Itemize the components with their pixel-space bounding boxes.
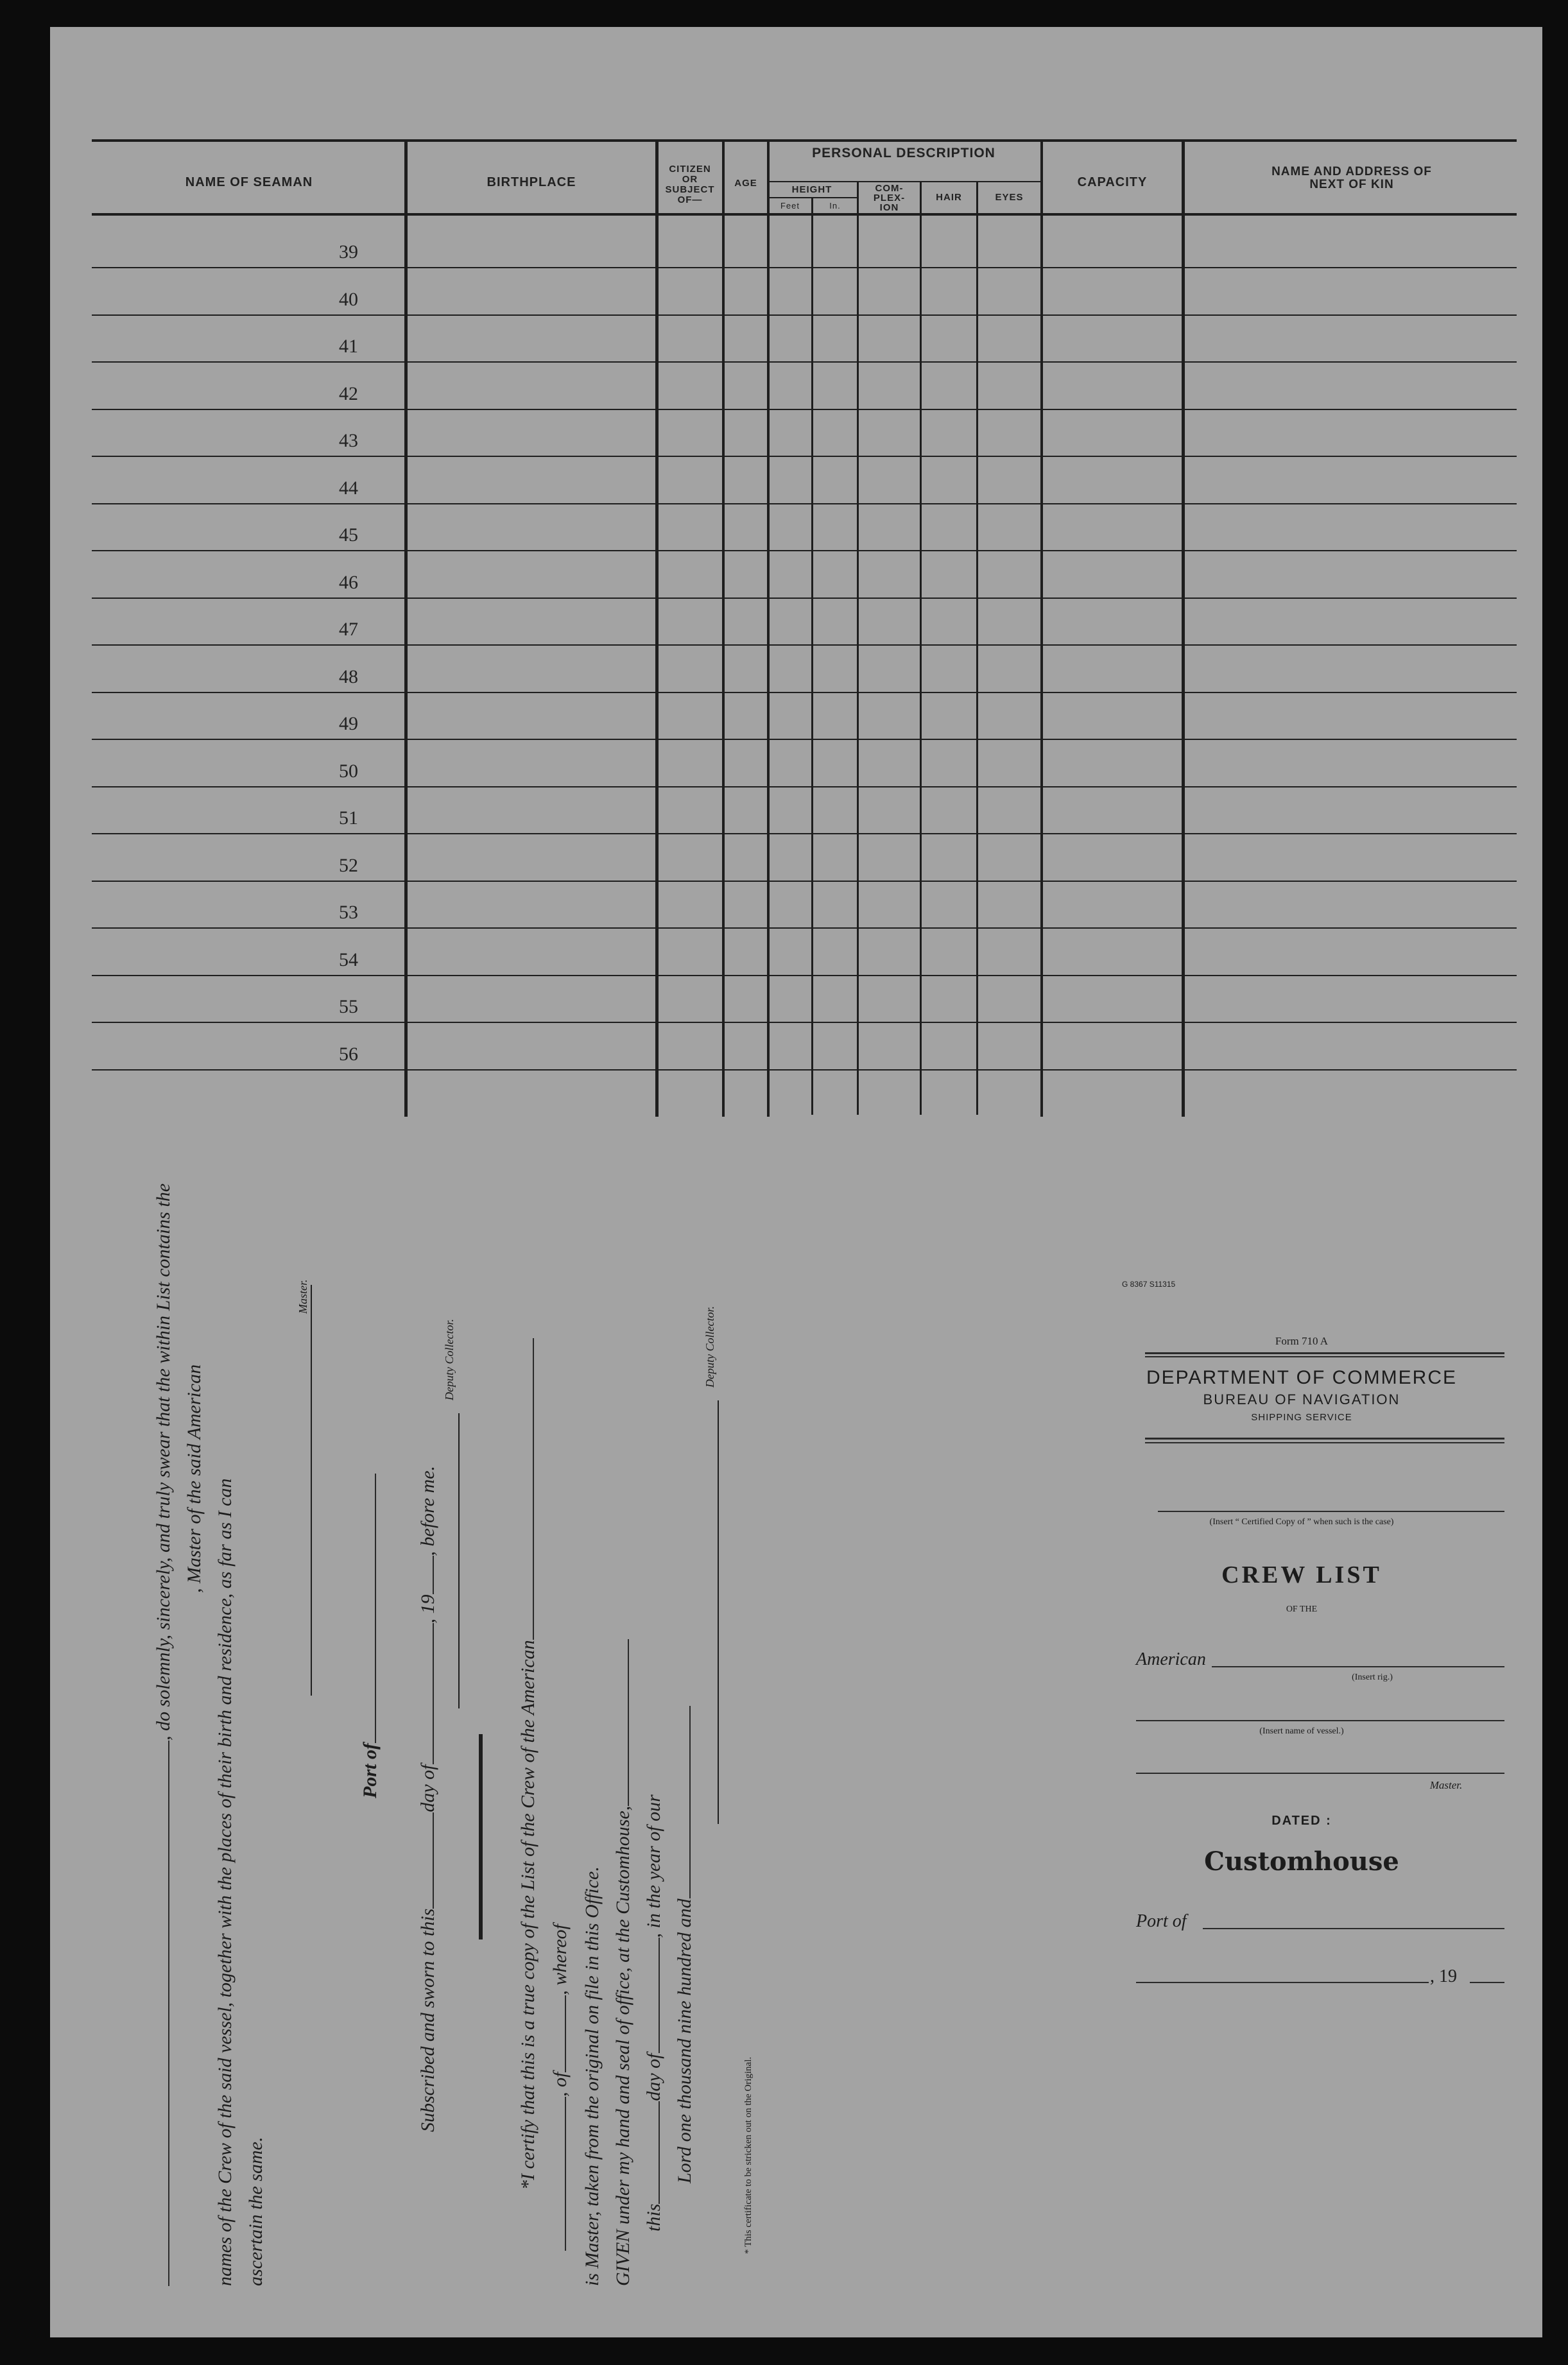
cert-line-5: thisday of, in the year of our bbox=[643, 1794, 664, 2232]
cert-copy-line bbox=[1158, 1511, 1504, 1512]
table-row bbox=[92, 409, 1517, 410]
cover-rule-4 bbox=[1145, 1442, 1504, 1443]
port-line bbox=[1203, 1928, 1504, 1929]
header-age: AGE bbox=[734, 178, 757, 189]
oath-master-said: , Master of the said American bbox=[184, 1364, 205, 1593]
header-feet: Feet bbox=[780, 201, 800, 211]
oath-line-ascertain: ascertain the same. bbox=[245, 2137, 266, 2286]
header-next-of-kin: NAME AND ADDRESS OF NEXT OF KIN bbox=[1271, 165, 1432, 191]
table-row bbox=[92, 598, 1517, 599]
cert-line-2: , of, whereof bbox=[549, 1924, 571, 2251]
row-number: 40 bbox=[339, 289, 358, 310]
print-code: G 8367 S11315 bbox=[1122, 1280, 1176, 1289]
oath-port-of: Port of bbox=[359, 1474, 381, 1798]
row-number: 55 bbox=[339, 996, 358, 1017]
table-row bbox=[92, 739, 1517, 740]
header-height: HEIGHT bbox=[791, 184, 832, 195]
form-number: Form 710 A bbox=[1275, 1335, 1329, 1347]
table-row bbox=[92, 1022, 1517, 1023]
american-label: American bbox=[1136, 1649, 1206, 1669]
header-citizen: CITIZEN OR SUBJECT OF— bbox=[665, 164, 715, 205]
port-of-label: Port of bbox=[1136, 1911, 1187, 1931]
table-row bbox=[92, 361, 1517, 363]
header-capacity: CAPACITY bbox=[1077, 175, 1148, 189]
cert-line-6: Lord one thousand nine hundred and bbox=[674, 1706, 696, 2183]
cover-rule-3 bbox=[1145, 1438, 1504, 1440]
table-row bbox=[92, 503, 1517, 504]
service-title: SHIPPING SERVICE bbox=[1251, 1412, 1352, 1423]
rig-line bbox=[1212, 1666, 1504, 1667]
deputy-collector-1: Deputy Collector. bbox=[443, 1319, 456, 1400]
personal-desc-rule bbox=[767, 181, 1040, 182]
table-row bbox=[92, 881, 1517, 882]
row-number: 43 bbox=[339, 430, 358, 451]
customhouse-label: Customhouse bbox=[1204, 1846, 1399, 1877]
col-line-kin bbox=[1182, 141, 1185, 1117]
deputy-signature-line-2 bbox=[718, 1400, 719, 1824]
row-number: 44 bbox=[339, 477, 358, 499]
master-line bbox=[1136, 1773, 1504, 1774]
row-number: 52 bbox=[339, 855, 358, 876]
crew-list-title: CREW LIST bbox=[1221, 1561, 1382, 1588]
col-line-feet bbox=[767, 141, 770, 1117]
col-line-age bbox=[722, 141, 725, 1117]
dated-label: DATED : bbox=[1271, 1814, 1332, 1828]
row-number: 48 bbox=[339, 666, 358, 687]
row-number: 39 bbox=[339, 241, 358, 262]
of-the-label: OF THE bbox=[1286, 1604, 1318, 1614]
table-row bbox=[92, 314, 1517, 316]
table-row bbox=[92, 833, 1517, 834]
header-birthplace: BIRTHPLACE bbox=[487, 175, 576, 189]
row-number: 50 bbox=[339, 761, 358, 782]
col-line-birthplace bbox=[404, 141, 408, 1117]
row-number: 53 bbox=[339, 902, 358, 923]
row-number: 41 bbox=[339, 336, 358, 357]
table-row bbox=[92, 644, 1517, 646]
cert-line-1: *I certify that this is a true copy of the List of the Crew of the American bbox=[517, 1338, 539, 2190]
section-divider bbox=[479, 1734, 483, 1939]
table-row bbox=[92, 267, 1517, 268]
header-inches: In. bbox=[829, 201, 841, 211]
height-rule bbox=[767, 197, 857, 198]
oath-block bbox=[153, 1183, 1064, 2292]
row-number: 49 bbox=[339, 713, 358, 734]
header-hair: HAIR bbox=[936, 192, 962, 203]
cert-line-4: GIVEN under my hand and seal of office, at the Customhouse, bbox=[612, 1639, 634, 2286]
row-number: 54 bbox=[339, 949, 358, 970]
insert-vessel-name: (Insert name of vessel.) bbox=[1259, 1726, 1344, 1736]
oath-line-master: , do solemnly, sincerely, and truly swear that the within List contains the bbox=[153, 1183, 175, 2286]
table-row bbox=[92, 550, 1517, 551]
cover-panel bbox=[1077, 1234, 1526, 2260]
dept-title: DEPARTMENT OF COMMERCE bbox=[1146, 1367, 1458, 1388]
col-line-inches bbox=[811, 197, 813, 1115]
row-number: 45 bbox=[339, 524, 358, 546]
year-line bbox=[1470, 1982, 1504, 1983]
cert-footnote: * This certificate to be stricken out on the Original. bbox=[743, 2056, 754, 2254]
table-row bbox=[92, 692, 1517, 693]
header-name-of-seaman: NAME OF SEAMAN bbox=[185, 175, 313, 189]
row-number: 51 bbox=[339, 807, 358, 829]
row-number: 47 bbox=[339, 619, 358, 640]
table-row bbox=[92, 1069, 1517, 1071]
col-line-capacity bbox=[1040, 141, 1043, 1117]
table-row bbox=[92, 975, 1517, 976]
table-row bbox=[92, 456, 1517, 457]
row-number: 56 bbox=[339, 1044, 358, 1065]
insert-rig: (Insert rig.) bbox=[1352, 1673, 1393, 1682]
date-line bbox=[1136, 1982, 1429, 1983]
insert-certified-copy: (Insert “ Certified Copy of ” when such is the case) bbox=[1209, 1517, 1394, 1527]
header-personal-description: PERSONAL DESCRIPTION bbox=[812, 146, 995, 160]
oath-subscribed: Subscribed and sworn to thisday of, 19, before me. bbox=[417, 1465, 438, 2132]
table-row bbox=[92, 786, 1517, 787]
header-complexion: COM- PLEX- ION bbox=[873, 183, 906, 213]
cover-rule-2 bbox=[1145, 1356, 1504, 1357]
deputy-signature-line-1 bbox=[458, 1413, 460, 1708]
master-signature-line bbox=[311, 1285, 312, 1696]
table-row bbox=[92, 927, 1517, 929]
cert-line-3: is Master, taken from the original on file in this Office. bbox=[582, 1866, 603, 2286]
master-sig-label: Master. bbox=[297, 1279, 309, 1314]
top-rule bbox=[92, 139, 1517, 142]
cover-rule-1 bbox=[1145, 1352, 1504, 1354]
bureau-title: BUREAU OF NAVIGATION bbox=[1203, 1391, 1400, 1407]
cover-year: , 19 bbox=[1430, 1966, 1457, 1986]
row-number: 46 bbox=[339, 572, 358, 593]
vessel-name-line bbox=[1136, 1720, 1504, 1721]
oath-line-names: names of the Crew of the said vessel, together with the places of their birth and residence, as far as I can bbox=[214, 1478, 236, 2286]
header-eyes: EYES bbox=[995, 192, 1024, 203]
header-bottom-rule bbox=[92, 213, 1517, 216]
cover-master-label: Master. bbox=[1429, 1779, 1463, 1791]
document-page bbox=[50, 27, 1542, 2337]
deputy-collector-2: Deputy Collector. bbox=[703, 1306, 716, 1388]
row-number: 42 bbox=[339, 383, 358, 404]
col-line-citizen bbox=[655, 141, 659, 1117]
